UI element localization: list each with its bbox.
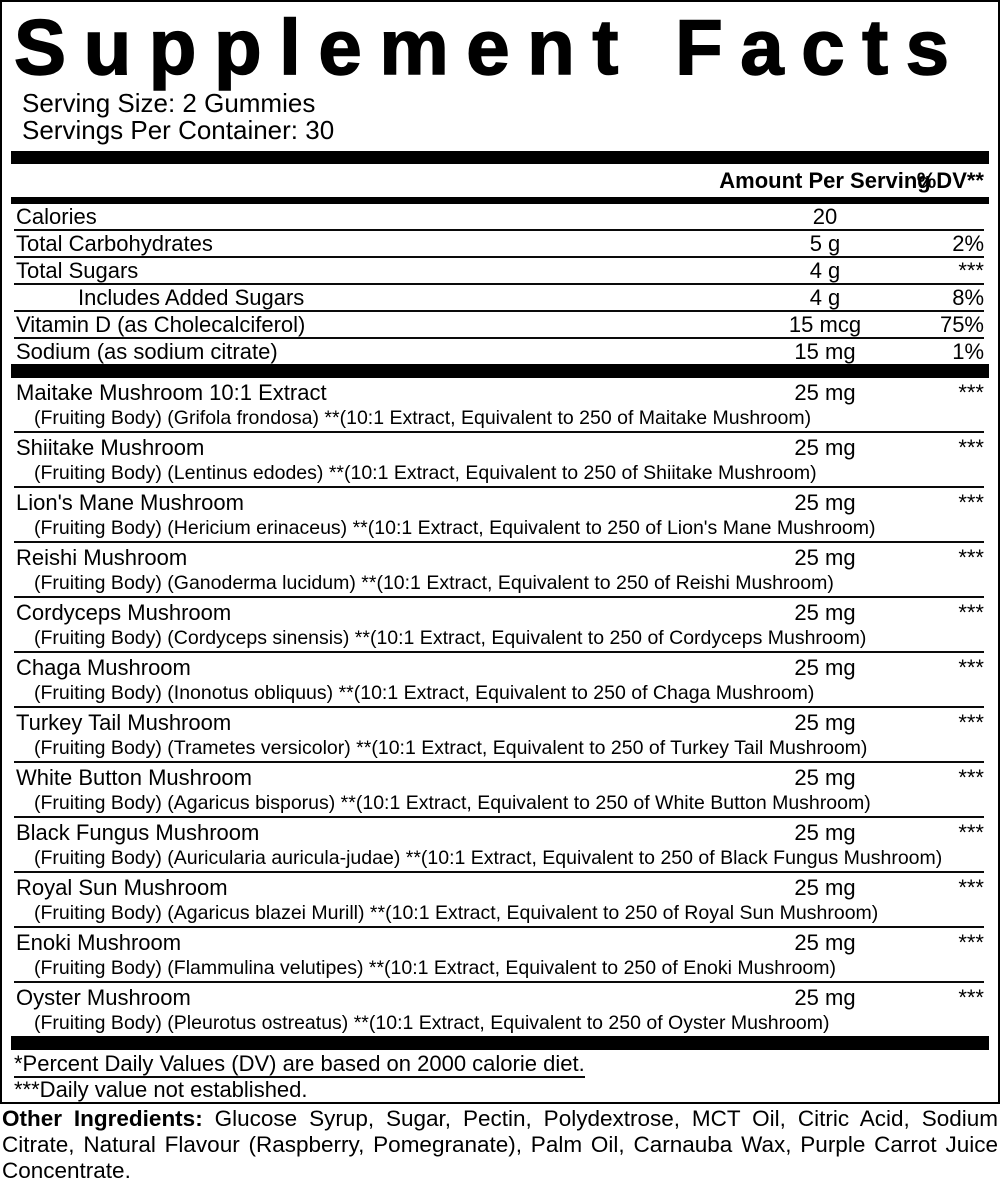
mushroom-dv: *** bbox=[958, 655, 984, 680]
mushroom-dv: *** bbox=[958, 985, 984, 1010]
mushroom-name: Cordyceps Mushroom bbox=[16, 600, 232, 625]
mushroom-detail: (Fruiting Body) (Pleurotus ostreatus) **(10:1 Extract, Equivalent to 250 of Oyster Mushroom) bbox=[34, 1012, 830, 1034]
mushroom-row-shiitake bbox=[14, 433, 984, 488]
mushroom-amount: 25 mg bbox=[794, 710, 856, 735]
mushroom-row-chaga bbox=[14, 653, 984, 708]
mushroom-dv: *** bbox=[958, 490, 984, 515]
mushroom-detail: (Fruiting Body) (Flammulina velutipes) **(10:1 Extract, Equivalent to 250 of Enoki Mushroom) bbox=[34, 957, 837, 979]
mushroom-row-royal-sun bbox=[14, 873, 984, 928]
mushroom-dv: *** bbox=[958, 710, 984, 735]
mushroom-name: White Button Mushroom bbox=[16, 765, 252, 790]
mushroom-amount: 25 mg bbox=[794, 435, 856, 460]
nutrient-amount: 20 bbox=[812, 204, 838, 229]
mushroom-amount: 25 mg bbox=[794, 600, 856, 625]
nutrient-amount: 15 mcg bbox=[788, 312, 862, 337]
mushroom-dv: *** bbox=[958, 600, 984, 625]
other-ingredients bbox=[2, 1106, 998, 1184]
nutrient-dv: 1% bbox=[952, 339, 984, 364]
mushroom-row-cordyceps bbox=[14, 598, 984, 653]
mushroom-row-enoki bbox=[14, 928, 984, 983]
mushroom-detail: (Fruiting Body) (Agaricus bisporus) **(10:1 Extract, Equivalent to 250 of White Button Mushroom) bbox=[34, 792, 871, 814]
mushroom-detail: (Fruiting Body) (Hericium erinaceus) **(10:1 Extract, Equivalent to 250 of Lion's Mane Mushroom) bbox=[34, 517, 876, 539]
percent-dv-header: %DV** bbox=[916, 168, 984, 193]
divider-bar-header bbox=[11, 197, 989, 204]
mushroom-amount: 25 mg bbox=[794, 655, 856, 680]
divider-bar-top bbox=[11, 151, 989, 164]
nutrient-name: Includes Added Sugars bbox=[78, 285, 305, 310]
mushroom-dv: *** bbox=[958, 820, 984, 845]
mushroom-amount: 25 mg bbox=[794, 930, 856, 955]
mushroom-amount: 25 mg bbox=[794, 820, 856, 845]
mushroom-row-black-fungus bbox=[14, 818, 984, 873]
mushroom-name: Black Fungus Mushroom bbox=[16, 820, 260, 845]
mushroom-row-turkey-tail bbox=[14, 708, 984, 763]
mushroom-detail: (Fruiting Body) (Ganoderma lucidum) **(10:1 Extract, Equivalent to 250 of Reishi Mushroom) bbox=[34, 572, 834, 594]
mushroom-row-white-button bbox=[14, 763, 984, 818]
nutrient-row-sodium bbox=[14, 339, 984, 364]
header-spacer bbox=[14, 166, 740, 196]
mushroom-dv: *** bbox=[958, 930, 984, 955]
mushroom-row-lions-mane bbox=[14, 488, 984, 543]
column-header-row bbox=[14, 164, 984, 197]
amount-per-serving-header: Amount Per Serving bbox=[719, 168, 931, 193]
mushroom-name: Maitake Mushroom 10:1 Extract bbox=[16, 380, 327, 405]
mushroom-dv: *** bbox=[958, 435, 984, 460]
mushroom-detail: (Fruiting Body) (Lentinus edodes) **(10:1 Extract, Equivalent to 250 of Shiitake Mushroom) bbox=[34, 462, 817, 484]
mushroom-detail: (Fruiting Body) (Agaricus blazei Murill) **(10:1 Extract, Equivalent to 250 of Royal Sun Mushroom) bbox=[34, 902, 879, 924]
nutrient-name: Calories bbox=[16, 204, 97, 229]
serving-size: Serving Size: 2 Gummies bbox=[22, 88, 316, 118]
mushroom-row-oyster bbox=[14, 983, 984, 1036]
nutrient-row-vitamin-d bbox=[14, 312, 984, 339]
other-ingredients-text: Glucose Syrup, Sugar, Pectin, Polydextrose, MCT Oil, Citric Acid, Sodium Citrate, Natural Flavour (Raspberry, Pomegranate), Palm Oil, Carnauba Wax, Purple Carrot Juice Concentrate. bbox=[2, 1106, 998, 1183]
nutrient-dv: 8% bbox=[952, 285, 984, 310]
mushroom-detail: (Fruiting Body) (Inonotus obliquus) **(10:1 Extract, Equivalent to 250 of Chaga Mushroom) bbox=[34, 682, 815, 704]
mushroom-name: Reishi Mushroom bbox=[16, 545, 188, 570]
divider-bar-middle bbox=[11, 364, 989, 378]
nutrient-table bbox=[14, 204, 984, 364]
mushroom-name: Chaga Mushroom bbox=[16, 655, 191, 680]
mushroom-dv: *** bbox=[958, 875, 984, 900]
mushroom-detail: (Fruiting Body) (Cordyceps sinensis) **(10:1 Extract, Equivalent to 250 of Cordyceps Mushroom) bbox=[34, 627, 867, 649]
mushroom-amount: 25 mg bbox=[794, 765, 856, 790]
mushroom-detail: (Fruiting Body) (Auricularia auricula-judae) **(10:1 Extract, Equivalent to 250 of Black Fungus Mushroom) bbox=[34, 847, 943, 869]
mushroom-dv: *** bbox=[958, 765, 984, 790]
nutrient-row-added-sugars bbox=[14, 285, 984, 312]
serving-info bbox=[2, 88, 998, 144]
mushroom-name: Turkey Tail Mushroom bbox=[16, 710, 232, 735]
mushroom-amount: 25 mg bbox=[794, 380, 856, 405]
mushroom-name: Lion's Mane Mushroom bbox=[16, 490, 244, 515]
mushroom-amount: 25 mg bbox=[794, 545, 856, 570]
mushroom-amount: 25 mg bbox=[794, 490, 856, 515]
mushroom-amount: 25 mg bbox=[794, 985, 856, 1010]
mushroom-row-maitake bbox=[14, 378, 984, 433]
nutrient-name: Vitamin D (as Cholecalciferol) bbox=[16, 312, 306, 337]
footnote-daily-values: *Percent Daily Values (DV) are based on 2000 calorie diet. bbox=[14, 1051, 585, 1076]
mushroom-name: Enoki Mushroom bbox=[16, 930, 182, 955]
nutrient-dv: *** bbox=[958, 258, 984, 283]
mushroom-name: Royal Sun Mushroom bbox=[16, 875, 228, 900]
nutrient-dv: 2% bbox=[952, 231, 984, 256]
nutrient-name: Total Sugars bbox=[16, 258, 139, 283]
mushroom-detail: (Fruiting Body) (Trametes versicolor) **(10:1 Extract, Equivalent to 250 of Turkey Tail Mushroom) bbox=[34, 737, 868, 759]
mushroom-name: Shiitake Mushroom bbox=[16, 435, 205, 460]
mushroom-table bbox=[14, 378, 984, 1036]
mushroom-amount: 25 mg bbox=[794, 875, 856, 900]
footnote-not-established: ***Daily value not established. bbox=[14, 1077, 308, 1102]
divider-bar-bottom bbox=[11, 1036, 989, 1050]
nutrient-row-calories bbox=[14, 204, 984, 231]
mushroom-row-reishi bbox=[14, 543, 984, 598]
nutrient-amount: 15 mg bbox=[794, 339, 856, 364]
other-ingredients-label: Other Ingredients: bbox=[2, 1106, 203, 1131]
nutrient-amount: 5 g bbox=[809, 231, 841, 256]
servings-per-container: Servings Per Container: 30 bbox=[22, 115, 335, 145]
footnotes bbox=[14, 1052, 984, 1102]
nutrient-amount: 4 g bbox=[809, 285, 841, 310]
mushroom-detail: (Fruiting Body) (Grifola frondosa) **(10:1 Extract, Equivalent to 250 of Maitake Mushroom) bbox=[34, 407, 812, 429]
nutrient-amount: 4 g bbox=[809, 258, 841, 283]
mushroom-dv: *** bbox=[958, 380, 984, 405]
mushroom-name: Oyster Mushroom bbox=[16, 985, 191, 1010]
panel-title: Supplement Facts bbox=[14, 3, 967, 91]
nutrient-row-carbohydrates bbox=[14, 231, 984, 258]
nutrient-name: Sodium (as sodium citrate) bbox=[16, 339, 278, 364]
nutrient-row-total-sugars bbox=[14, 258, 984, 285]
nutrient-dv: 75% bbox=[939, 312, 984, 337]
mushroom-dv: *** bbox=[958, 545, 984, 570]
nutrient-name: Total Carbohydrates bbox=[16, 231, 213, 256]
nutrient-dv bbox=[910, 204, 984, 229]
